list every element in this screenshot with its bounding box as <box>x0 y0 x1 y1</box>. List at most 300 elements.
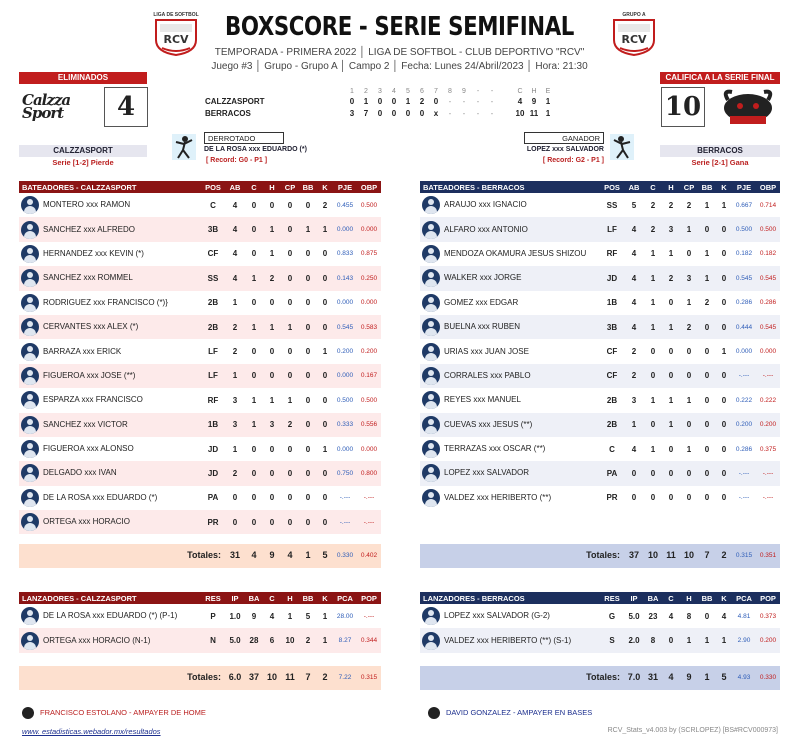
player-name-cell <box>19 437 201 461</box>
stat-cell: 0.545 <box>756 266 780 290</box>
linescore-cell: 1 <box>545 97 551 106</box>
right-team-serie: Serie [2-1] Gana <box>691 158 749 167</box>
player-avatar-icon <box>422 440 440 458</box>
player-avatar-icon <box>21 464 39 482</box>
stat-cell: 1 <box>716 193 732 217</box>
stat-cell: 4 <box>624 315 644 339</box>
stat-cell: 0 <box>716 217 732 241</box>
stat-cell: 1 <box>680 437 698 461</box>
stat-cell: 0.182 <box>732 242 756 266</box>
player-avatar-icon <box>422 391 440 409</box>
player-row <box>420 486 780 510</box>
stat-cell: 0.500 <box>357 388 381 412</box>
stat-cell: 2.90 <box>732 628 756 652</box>
player-name-cell <box>19 266 201 290</box>
player-avatar-icon <box>21 294 39 312</box>
stat-cell: 0.500 <box>333 388 357 412</box>
player-avatar-icon <box>21 489 39 507</box>
calzza-sport-logo: Calzza Sport <box>22 91 71 122</box>
stat-cell: 0 <box>263 291 281 315</box>
logo-caption: LIGA DE SOFTBOL <box>153 12 199 18</box>
player-name-cell <box>19 628 201 652</box>
stat-cell: 0 <box>245 437 263 461</box>
player-avatar-icon <box>422 343 440 361</box>
batting-right-table <box>420 181 780 510</box>
stat-cell: 0 <box>281 291 299 315</box>
loser-label: DERROTADO <box>204 132 284 144</box>
loser-name: DE LA ROSA xxx EDUARDO (*) <box>204 146 307 153</box>
stat-cell: 1 <box>299 217 317 241</box>
player-avatar-icon <box>21 632 39 650</box>
stat-cell: 0.444 <box>732 315 756 339</box>
stat-cell: 0.667 <box>732 193 756 217</box>
player-name-cell <box>19 193 201 217</box>
stat-cell: C <box>600 437 624 461</box>
column-header: C <box>245 181 263 193</box>
player-name: MONTERO xxx RAMON <box>43 200 131 210</box>
linescore-cell: 0 <box>419 109 425 118</box>
linescore-cell: - <box>476 109 480 118</box>
stat-cell: 1 <box>317 604 333 628</box>
stat-cell: 0.875 <box>357 242 381 266</box>
player-row <box>420 388 780 412</box>
inning-header: 6 <box>420 88 424 95</box>
totals-value: 2 <box>322 672 328 682</box>
umpire-home <box>22 707 206 719</box>
player-avatar-icon <box>422 221 440 239</box>
player-row <box>19 193 381 217</box>
column-header: BA <box>644 592 662 604</box>
stat-cell: 2 <box>263 266 281 290</box>
column-header: CP <box>281 181 299 193</box>
player-name: URIAS xxx JUAN JOSE <box>444 346 529 356</box>
stat-cell: 1 <box>698 193 716 217</box>
stat-cell: 0.833 <box>333 242 357 266</box>
stat-cell: PA <box>201 486 225 510</box>
stat-cell: 1B <box>201 413 225 437</box>
left-team-name: CALZZASPORT <box>19 145 147 157</box>
player-row <box>420 315 780 339</box>
player-row <box>420 628 780 652</box>
stat-cell: 1 <box>225 437 245 461</box>
stat-cell: 0.333 <box>333 413 357 437</box>
totals-value: 0.330 <box>336 552 354 559</box>
player-avatar-icon <box>422 196 440 214</box>
linescore-row <box>205 109 605 121</box>
player-name: SANCHEZ xxx ALFREDO <box>43 224 136 234</box>
totals-value: 9 <box>269 550 275 560</box>
column-header: AB <box>225 181 245 193</box>
inning-header: 2 <box>364 88 368 95</box>
stat-cell: 0 <box>245 291 263 315</box>
stat-cell: 0 <box>662 364 680 388</box>
stat-cell: 0 <box>281 461 299 485</box>
stat-cell: 1 <box>245 413 263 437</box>
stat-cell: 0.286 <box>732 437 756 461</box>
right-team-status: CALIFICA A LA SERIE FINAL <box>660 72 780 84</box>
inning-header: 4 <box>392 88 396 95</box>
stat-cell: 8 <box>680 604 698 628</box>
player-row <box>19 461 381 485</box>
pitching-totals-left <box>19 666 381 690</box>
stat-cell: 0.000 <box>357 217 381 241</box>
rcv-logo-icon <box>608 18 660 56</box>
player-row <box>19 510 381 534</box>
player-avatar-icon <box>422 464 440 482</box>
stat-cell: 0 <box>263 364 281 388</box>
stat-cell: -.--- <box>756 461 780 485</box>
table-title: BATEADORES - BERRACOS <box>420 181 600 193</box>
stat-cell: 0.500 <box>357 193 381 217</box>
stat-cell: 2.0 <box>624 628 644 652</box>
table-header-row <box>19 181 381 193</box>
stat-cell: -.--- <box>732 461 756 485</box>
left-team-status: ELIMINADOS <box>19 72 147 84</box>
linescore-cell: 0 <box>391 97 397 106</box>
inning-header: 8 <box>448 88 452 95</box>
player-avatar-icon <box>21 416 39 434</box>
stat-cell: -.--- <box>732 486 756 510</box>
player-name: FIGUEROA xxx JOSE (**) <box>43 371 136 381</box>
stat-cell: 0.714 <box>756 193 780 217</box>
totals-value: 5 <box>322 550 328 560</box>
stat-cell: 3 <box>624 388 644 412</box>
player-name: FIGUEROA xxx ALONSO <box>43 444 134 454</box>
stat-cell: 1 <box>644 291 662 315</box>
stat-cell: 4.81 <box>732 604 756 628</box>
player-name: VALDEZ xxx HERIBERTO (**) (S-1) <box>444 635 572 645</box>
inning-header: 1 <box>350 88 354 95</box>
stat-cell: 0 <box>698 364 716 388</box>
stat-cell: 2B <box>600 413 624 437</box>
stat-cell: 1 <box>662 315 680 339</box>
stat-cell: 4 <box>225 266 245 290</box>
stat-cell: 1 <box>698 628 716 652</box>
player-row <box>19 315 381 339</box>
stat-cell: 0 <box>644 461 662 485</box>
stat-cell: 1 <box>716 628 732 652</box>
stat-cell: RF <box>201 388 225 412</box>
stat-cell: 0 <box>281 266 299 290</box>
stat-cell: 0.500 <box>732 217 756 241</box>
batting-totals-left <box>19 544 381 568</box>
stat-cell: 0 <box>299 193 317 217</box>
player-name: DE LA ROSA xxx EDUARDO (*) <box>43 492 158 502</box>
batting-totals-right <box>420 544 780 568</box>
stat-cell: 1 <box>281 604 299 628</box>
linescore-cell: - <box>476 97 480 106</box>
stat-cell: 8.27 <box>333 628 357 652</box>
stat-cell: 0 <box>299 291 317 315</box>
column-header: C <box>662 592 680 604</box>
stat-cell: 0.200 <box>333 339 357 363</box>
player-row <box>19 437 381 461</box>
stat-cell: 0.000 <box>333 217 357 241</box>
player-row <box>19 388 381 412</box>
linescore-cell: 10 <box>515 109 525 118</box>
stat-cell: 4 <box>624 266 644 290</box>
column-header: CP <box>680 181 698 193</box>
stat-cell: JD <box>600 266 624 290</box>
pitching-left-table <box>19 592 381 653</box>
player-name: BARRAZA xxx ERICK <box>43 346 122 356</box>
totals-label: Totales: <box>586 550 620 560</box>
stat-cell: 0 <box>680 413 698 437</box>
player-row <box>420 364 780 388</box>
player-name: MENDOZA OKAMURA JESUS SHIZOU <box>444 249 587 259</box>
stat-cell: 5 <box>624 193 644 217</box>
totals-label: Totales: <box>187 550 221 560</box>
winner-name: LOPEZ xxx SALVADOR <box>526 146 604 153</box>
stat-cell: 1 <box>281 315 299 339</box>
linescore-cell: - <box>462 109 466 118</box>
stat-cell: 0 <box>299 388 317 412</box>
player-name-cell <box>420 628 600 652</box>
totals-value: 31 <box>647 672 658 682</box>
stat-cell: SS <box>600 193 624 217</box>
stat-cell: 0.200 <box>732 413 756 437</box>
stat-cell: 3B <box>201 217 225 241</box>
player-row <box>420 193 780 217</box>
stat-cell: 1 <box>680 291 698 315</box>
batting-left-table <box>19 181 381 534</box>
player-name: ORTEGA xxx HORACIO (N-1) <box>43 635 151 645</box>
stat-cell: N <box>201 628 225 652</box>
table-header-row <box>19 592 381 604</box>
stat-cell: 4 <box>624 437 644 461</box>
inning-header: C <box>517 88 523 95</box>
stat-cell: 0 <box>263 193 281 217</box>
player-name-cell <box>19 604 201 628</box>
column-header: BA <box>245 592 263 604</box>
player-row <box>420 413 780 437</box>
stat-cell: 0 <box>644 364 662 388</box>
stat-cell: 5.0 <box>624 604 644 628</box>
column-header: PJE <box>732 181 756 193</box>
stat-cell: 1 <box>263 217 281 241</box>
column-header: IP <box>624 592 644 604</box>
stat-cell: CF <box>600 364 624 388</box>
totals-value: 10 <box>266 672 277 682</box>
column-header: BB <box>299 592 317 604</box>
stat-cell: 0.583 <box>357 315 381 339</box>
stat-cell: 1 <box>698 242 716 266</box>
player-name: ARAUJO xxx IGNACIO <box>444 200 527 210</box>
player-avatar-icon <box>422 416 440 434</box>
stat-cell: 0 <box>245 461 263 485</box>
player-name: SANCHEZ xxx ROMMEL <box>43 273 133 283</box>
column-header: K <box>716 592 732 604</box>
stat-cell: 0.222 <box>756 388 780 412</box>
stat-cell: 0 <box>662 486 680 510</box>
stat-cell: 2B <box>600 388 624 412</box>
stat-cell: 2 <box>644 193 662 217</box>
pitcher-loser-icon <box>172 134 196 160</box>
player-name: VALDEZ xxx HERIBERTO (**) <box>444 492 552 502</box>
totals-value: 0.330 <box>759 674 777 681</box>
stat-cell: 0.000 <box>357 437 381 461</box>
stat-cell: 0.250 <box>357 266 381 290</box>
column-header: PCA <box>333 592 357 604</box>
stat-cell: 0 <box>698 339 716 363</box>
player-name-cell <box>420 339 600 363</box>
stat-cell: 2 <box>317 193 333 217</box>
right-team-score: 10 <box>661 87 705 127</box>
column-header: C <box>263 592 281 604</box>
player-name: LOPEZ xxx SALVADOR (G-2) <box>444 611 550 621</box>
stat-cell: 0 <box>299 486 317 510</box>
column-header: K <box>716 181 732 193</box>
player-name: DELGADO xxx IVAN <box>43 468 117 478</box>
stat-cell: 2 <box>225 315 245 339</box>
player-row <box>420 461 780 485</box>
column-header: BB <box>698 181 716 193</box>
stat-cell: 1 <box>644 242 662 266</box>
column-header: H <box>281 592 299 604</box>
stat-cell: -.--- <box>357 510 381 534</box>
player-row <box>420 242 780 266</box>
player-avatar-icon <box>422 269 440 287</box>
player-name-cell <box>420 217 600 241</box>
player-row <box>420 217 780 241</box>
stat-cell: 0 <box>299 461 317 485</box>
stat-cell: 2B <box>201 315 225 339</box>
stat-cell: 2 <box>644 217 662 241</box>
column-header: POS <box>600 181 624 193</box>
umpire-bases-label: DAVID GONZALEZ - AMPAYER EN BASES <box>446 707 593 717</box>
linescore-cell: 1 <box>545 109 551 118</box>
stat-cell: 2 <box>281 413 299 437</box>
player-name-cell <box>19 461 201 485</box>
stat-cell: 2B <box>201 291 225 315</box>
player-avatar-icon <box>21 391 39 409</box>
stat-cell: LF <box>201 339 225 363</box>
stat-cell: LF <box>201 364 225 388</box>
stat-cell: 0 <box>281 193 299 217</box>
player-name-cell <box>19 291 201 315</box>
stat-cell: 0 <box>317 486 333 510</box>
player-avatar-icon <box>422 489 440 507</box>
website-link[interactable]: www. estadisticas.webador.mx/resultados <box>22 727 161 736</box>
stat-cell: 0 <box>698 217 716 241</box>
linescore-cell: 3 <box>349 109 355 118</box>
stat-cell: 1 <box>680 628 698 652</box>
stat-cell: 1 <box>716 339 732 363</box>
stat-cell: 0 <box>245 364 263 388</box>
stat-cell: 0.286 <box>756 291 780 315</box>
stat-cell: 1 <box>225 364 245 388</box>
stat-cell: 0 <box>644 486 662 510</box>
linescore-cell: - <box>490 109 494 118</box>
linescore-cell: 0 <box>377 109 383 118</box>
stat-cell: 0 <box>281 339 299 363</box>
table-header-row <box>420 592 780 604</box>
player-row <box>19 364 381 388</box>
pitching-table-right <box>420 592 780 653</box>
stat-cell: 0 <box>281 437 299 461</box>
player-name-cell <box>19 413 201 437</box>
stat-cell: 0.000 <box>333 291 357 315</box>
totals-value: 31 <box>229 550 240 560</box>
stat-cell: 0 <box>299 437 317 461</box>
stat-cell: 0.000 <box>357 291 381 315</box>
stat-cell: 5.0 <box>225 628 245 652</box>
stat-cell: 1 <box>644 266 662 290</box>
stat-cell: 0 <box>716 242 732 266</box>
player-avatar-icon <box>21 269 39 287</box>
player-name: ESPARZA xxx FRANCISCO <box>43 395 143 405</box>
umpire-icon <box>22 707 34 719</box>
stat-cell: 0 <box>698 413 716 437</box>
player-avatar-icon <box>422 245 440 263</box>
player-name: CERVANTES xxx ALEX (*) <box>43 322 139 332</box>
totals-value: 0.351 <box>759 552 777 559</box>
column-header: BB <box>698 592 716 604</box>
stat-cell: 0 <box>225 486 245 510</box>
player-name-cell <box>420 413 600 437</box>
player-avatar-icon <box>422 632 440 650</box>
column-header: RES <box>600 592 624 604</box>
stat-cell: 0 <box>225 510 245 534</box>
table-title: LANZADORES - BERRACOS <box>420 592 600 604</box>
winner-label: GANADOR <box>524 132 604 144</box>
stat-cell: P <box>201 604 225 628</box>
stat-cell: 0.200 <box>756 628 780 652</box>
loser-record: [ Record: G0 - P1 ] <box>206 157 268 164</box>
player-name-cell <box>420 388 600 412</box>
column-header: BB <box>299 181 317 193</box>
pitching-totals-right <box>420 666 780 690</box>
stat-cell: 1 <box>662 413 680 437</box>
stat-cell: 0 <box>644 339 662 363</box>
player-name: DE LA ROSA xxx EDUARDO (*) (P-1) <box>43 611 178 621</box>
stat-cell: 0 <box>716 461 732 485</box>
stat-cell: 1 <box>644 388 662 412</box>
stat-cell: 0 <box>317 242 333 266</box>
stat-cell: 4 <box>225 242 245 266</box>
totals-value: 7 <box>305 672 311 682</box>
stat-cell: 0 <box>662 628 680 652</box>
stat-cell: 1 <box>245 315 263 339</box>
player-row <box>19 486 381 510</box>
player-row <box>420 437 780 461</box>
logo-text: RCV <box>163 33 189 46</box>
player-name: WALKER xxx JORGE <box>444 273 522 283</box>
stat-cell: 3 <box>680 266 698 290</box>
stat-cell: 1 <box>317 437 333 461</box>
player-row <box>19 628 381 652</box>
linescore-cell: 2 <box>419 97 425 106</box>
linescore <box>205 86 605 121</box>
stat-cell: 1 <box>281 388 299 412</box>
player-row <box>19 291 381 315</box>
stat-cell: SS <box>201 266 225 290</box>
player-avatar-icon <box>422 318 440 336</box>
player-row <box>19 413 381 437</box>
stat-cell: 0 <box>680 486 698 510</box>
player-name-cell <box>19 339 201 363</box>
player-name-cell <box>420 437 600 461</box>
stat-cell: 0 <box>662 339 680 363</box>
player-name-cell <box>420 461 600 485</box>
stat-cell: 2 <box>680 315 698 339</box>
player-name-cell <box>19 510 201 534</box>
winner-record: [ Record: G2 - P1 ] <box>542 157 604 164</box>
linescore-cell: 11 <box>529 109 539 118</box>
stat-cell: 1B <box>600 291 624 315</box>
stat-cell: S <box>600 628 624 652</box>
stat-cell: 0 <box>662 461 680 485</box>
